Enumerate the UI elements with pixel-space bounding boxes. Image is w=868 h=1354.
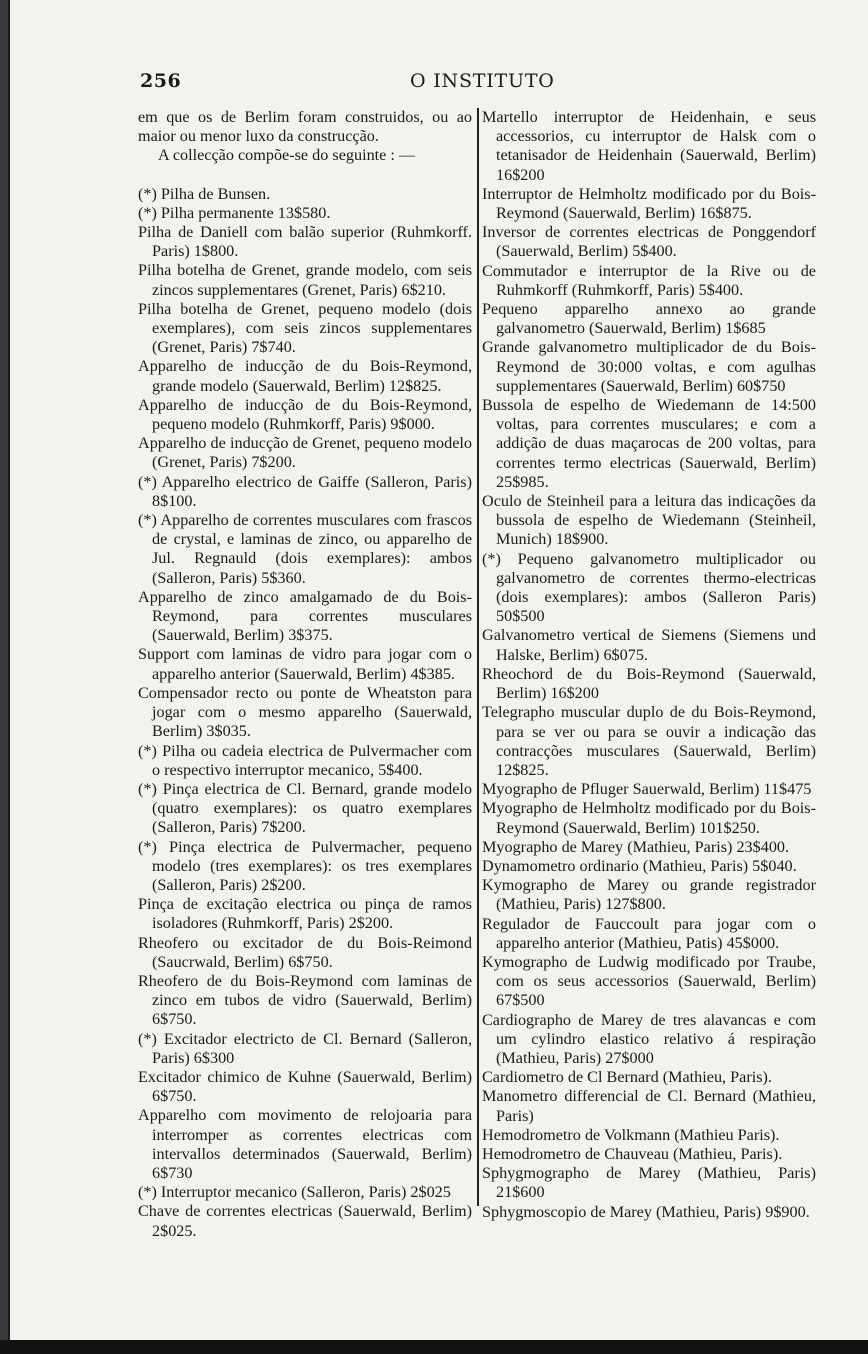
catalog-entry: Pinça de excitação electrica ou pinça de ramos isoladores (Ruhmkorff, Paris) 2$200. bbox=[138, 895, 472, 933]
catalog-entry: Oculo de Steinheil para a leitura das indicações da bussola de espelho de Wiedemann (Steinheil, Munich) 18$900. bbox=[482, 492, 816, 549]
intro-paragraph: A collecção compõe-se do seguinte : — bbox=[158, 146, 416, 165]
catalog-entry: Apparelho com movimento de relojoaria para interromper as correntes electricas com intervallos determinados (Sauerwald, Berlim) 6$730 bbox=[138, 1106, 472, 1182]
scan-edge bbox=[0, 1340, 868, 1354]
catalog-entry: Interruptor de Helmholtz modificado por du Bois-Reymond (Sauerwald, Berlim) 16$875. bbox=[482, 184, 816, 223]
catalog-entry: (*) Pequeno galvanometro multiplicador ou galvanometro de correntes thermo-electricas (dois exemplares): ambos (Salleron Paris) 50$500 bbox=[482, 549, 816, 626]
catalog-entry: Pilha botelha de Grenet, grande modelo, com seis zincos supplementares (Grenet, Paris) 6$210. bbox=[138, 261, 472, 299]
catalog-entry: Rheochord de du Bois-Reymond (Sauerwald, Berlim) 16$200 bbox=[482, 664, 816, 703]
catalog-entry: Cardiometro de Cl Bernard (Mathieu, Paris). bbox=[482, 1068, 772, 1087]
catalog-entry: Pequeno apparelho annexo ao grande galvanometro (Sauerwald, Berlim) 1$685 bbox=[482, 300, 816, 338]
catalog-entry: (*) Apparelho electrico de Gaiffe (Salleron, Paris) 8$100. bbox=[138, 472, 472, 510]
catalog-entry: Sphygmoscopio de Marey (Mathieu, Paris) 9$900. bbox=[482, 1202, 810, 1221]
catalog-entry: Commutador e interruptor de la Rive ou de Ruhmkorff (Ruhmkorff, Paris) 5$400. bbox=[482, 261, 816, 299]
catalog-entry: Grande galvanometro multiplicador de du Bois-Reymond de 30:000 voltas, e com agulhas supplementares (Sauerwald, Berlim) 60$750 bbox=[482, 338, 816, 395]
right-column bbox=[482, 108, 816, 1222]
page-number: 256 bbox=[140, 70, 182, 92]
catalog-entry: Bussola de espelho de Wiedemann de 14:500 voltas, para correntes musculares; e com a addição de duas maçarocas de 200 voltas, para correntes termo electricas (Sauerwald, Berlim) 25$985. bbox=[482, 396, 816, 491]
catalog-entry: (*) Pilha permanente 13$580. bbox=[138, 203, 331, 222]
catalog-entry: (*) Pinça electrica de Pulvermacher, pequeno modelo (tres exemplares): os tres exemplares (Salleron, Paris) 2$200. bbox=[138, 837, 472, 894]
catalog-entry: Rheofero de du Bois-Reymond com laminas de zinco em tubos de vidro (Sauerwald, Berlim) 6$750. bbox=[138, 971, 472, 1029]
catalog-entry: Inversor de correntes electricas de Ponggendorf (Sauerwald, Berlim) 5$400. bbox=[482, 223, 816, 261]
catalog-entry: Excitador chimico de Kuhne (Sauerwald, Berlim) 6$750. bbox=[138, 1067, 472, 1106]
catalog-entry: Pilha de Daniell com balão superior (Ruhmkorff. Paris) 1$800. bbox=[138, 223, 472, 261]
catalog-entry: (*) Apparelho de correntes musculares com frascos de crystal, e laminas de zinco, ou apparelho de Jul. Regnauld (dois exemplares): ambos (Salleron, Paris) 5$360. bbox=[138, 511, 472, 587]
catalog-entry: Myographo de Pfluger Sauerwald, Berlim) 11$475 bbox=[482, 780, 812, 799]
left-column bbox=[138, 108, 472, 1241]
catalog-entry: Apparelho de zinco amalgamado de du Bois-Reymond, para correntes musculares (Sauerwald, Berlim) 3$375. bbox=[138, 587, 472, 645]
catalog-entry: Cardiographo de Marey de tres alavancas e com um cylindro elastico relativo á respiração (Mathieu, Paris) 27$000 bbox=[482, 1010, 816, 1067]
catalog-entry: Chave de correntes electricas (Sauerwald, Berlim) 2$025. bbox=[138, 1202, 472, 1240]
catalog-entry: Hemodrometro de Chauveau (Mathieu, Paris). bbox=[482, 1144, 783, 1163]
catalog-entry: Rheofero ou excitador de du Bois-Reimond (Saucrwald, Berlim) 6$750. bbox=[138, 933, 472, 971]
journal-title: O INSTITUTO bbox=[410, 70, 555, 92]
catalog-entry: Apparelho de inducção de du Bois-Reymond, grande modelo (Sauerwald, Berlim) 12$825. bbox=[138, 357, 472, 395]
catalog-entry: (*) Pinça electrica de Cl. Bernard, grande modelo (quatro exemplares): os quatro exemplares (Salleron, Paris) 7$200. bbox=[138, 779, 472, 837]
catalog-entry: Sphygmographo de Marey (Mathieu, Paris) 21$600 bbox=[482, 1164, 816, 1202]
catalog-entry: Compensador recto ou ponte de Wheatston para jogar com o mesmo apparelho (Sauerwald, Berlim) 3$035. bbox=[138, 683, 472, 741]
catalog-entry: (*) Excitador electricto de Cl. Bernard (Salleron, Paris) 6$300 bbox=[138, 1029, 472, 1067]
catalog-entry: Regulador de Fauccoult para jogar com o apparelho anterior (Mathieu, Patis) 45$000. bbox=[482, 914, 816, 952]
catalog-entry: Martello interruptor de Heidenhain, e seus accessorios, cu interruptor de Halsk com o tetanisador de Heidenhain (Sauerwald, Berlim) 16$200 bbox=[482, 108, 816, 184]
running-head bbox=[10, 70, 868, 96]
catalog-entry: Apparelho de inducção de Grenet, pequeno modelo (Grenet, Paris) 7$200. bbox=[138, 434, 472, 472]
intro-paragraph: em que os de Berlim foram construidos, ou ao maior ou menor luxo da construcção. bbox=[138, 108, 472, 146]
catalog-entry: Pilha botelha de Grenet, pequeno modelo (dois exemplares), com seis zincos supplementares (Grenet, Paris) 7$740. bbox=[138, 299, 472, 357]
catalog-entry: Kymographo de Marey ou grande registrador (Mathieu, Paris) 127$800. bbox=[482, 876, 816, 914]
catalog-entry: Myographo de Helmholtz modificado por du Bois-Reymond (Sauerwald, Berlim) 101$250. bbox=[482, 799, 816, 837]
column-divider bbox=[477, 108, 479, 1206]
catalog-entry: (*) Interruptor mecanico (Salleron, Paris) 2$025 bbox=[138, 1183, 451, 1202]
document-page bbox=[8, 0, 868, 1340]
catalog-entry: Telegrapho muscular duplo de du Bois-Reymond, para se ver ou para se ouvir a indicação das contracções musculares (Sauerwald, Berlim) 12$825. bbox=[482, 703, 816, 779]
catalog-entry: Kymographo de Ludwig modificado por Traube, com os seus accessorios (Sauerwald, Berlim) 67$500 bbox=[482, 952, 816, 1010]
catalog-entry: Hemodrometro de Volkmann (Mathieu Paris). bbox=[482, 1125, 780, 1144]
catalog-entry: Myographo de Marey (Mathieu, Paris) 23$400. bbox=[482, 837, 790, 856]
catalog-entry: Manometro differencial de Cl. Bernard (Mathieu, Paris) bbox=[482, 1087, 816, 1125]
catalog-entry: Apparelho de inducção de du Bois-Reymond, pequeno modelo (Ruhmkorff, Paris) 9$000. bbox=[138, 395, 472, 434]
spacer bbox=[138, 166, 472, 185]
catalog-entry: Support com laminas de vidro para jogar com o apparelho anterior (Sauerwald, Berlim) 4$385. bbox=[138, 645, 472, 683]
catalog-entry: Dynamometro ordinario (Mathieu, Paris) 5$040. bbox=[482, 856, 797, 875]
catalog-entry: (*) Pilha de Bunsen. bbox=[138, 184, 271, 203]
catalog-entry: Galvanometro vertical de Siemens (Siemens und Halske, Berlim) 6$075. bbox=[482, 626, 816, 664]
catalog-entry: (*) Pilha ou cadeia electrica de Pulvermacher com o respectivo interruptor mecanico, 5$400. bbox=[138, 741, 472, 779]
